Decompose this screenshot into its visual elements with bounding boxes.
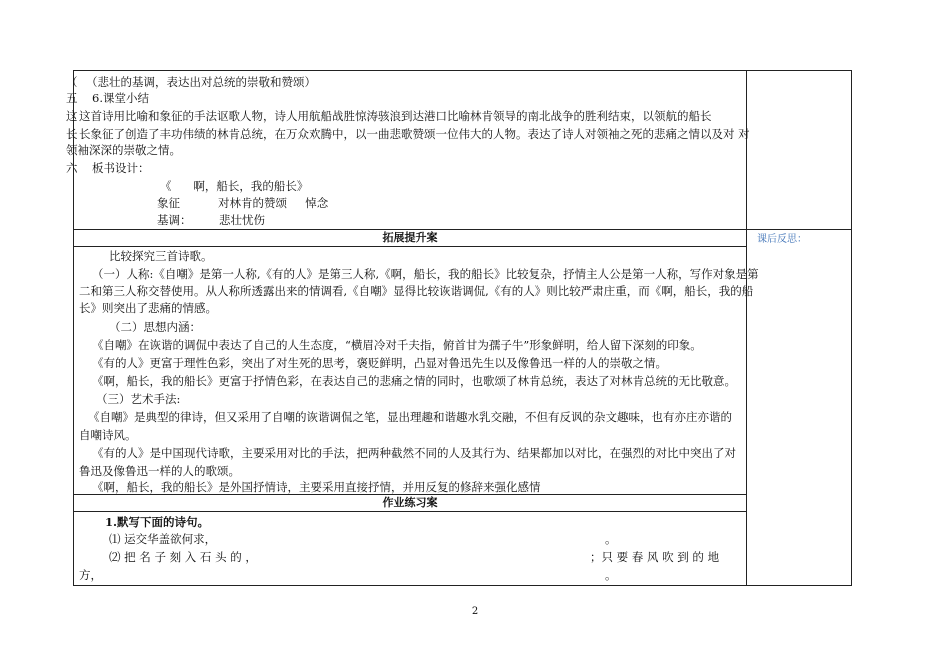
reflection-column [747,70,852,586]
lesson-summary-heading: 6.课堂小结 [92,91,149,105]
board-tone-value: 悲壮忧伤 [219,213,265,227]
extension-line: 《有的人》是中国现代诗歌，主要采用对比的手法，把两种截然不同的人及其行为、结果都加以对比，在强烈的对比中突出了对 [92,446,736,460]
row-divider-homework-header [73,511,747,512]
extension-header: 拓展提升案 [382,231,438,244]
extension-line: 《啊，船长，我的船长》是外国抒情诗，主要采用直接抒情，并用反复的修辞来强化感情 [92,480,541,494]
homework-item-2c: 方， [79,568,102,582]
homework-header: 作业练习案 [382,496,438,509]
page-number: 2 [471,606,479,617]
homework-item-2b: ；只 要 春 风 吹 到 的 地 [590,550,720,564]
homework-item-1: ⑴ 运交华盖欲何求， [109,532,217,546]
board-poem-title: 《 啊，船长，我的船长》 [160,179,309,193]
reflection-label: 课后反思： [757,234,807,245]
row-divider-extension-header [73,246,747,247]
extension-line: 《啊，船长，我的船长》更富于抒情色彩，在表达自己的悲痛之情的同时，也歌颂了林肯总统，表达了对林肯总统的无比敬意。 [92,374,736,388]
extension-line: 《自嘲》是典型的律诗，但又采用了自嘲的诙谐调侃之笔，显出理趣和谐趣水乳交融，不但有反讽的杂文趣味，也有亦庄亦谐的 [88,410,732,424]
homework-item-2-end: 。 [605,568,617,582]
marker-paren: （ [66,75,78,89]
board-symbol-value: 对林肯的赞颂 悼念 [218,196,329,210]
extension-line: （二）思想内涵： [109,320,201,334]
extension-line: 《有的人》更富于理性色彩，突出了对生死的思考，褒贬鲜明，凸显对鲁迅先生以及像鲁迅一样的人的崇敬之情。 [92,356,667,370]
homework-item-2a: ⑵ 把 名 子 刻 入 石 头 的 ， [109,550,257,564]
summary-line-2: 长象征了创造了丰功伟绩的林肯总统，在万众欢腾中，以一曲悲歌赞颂一位伟大的人物。表达了诗人对领袖之死的悲痛之情以及对 对 [79,127,750,141]
extension-line: 长》则突出了悲痛的情感。 [79,301,217,315]
board-tone-label: 基调： [157,213,192,227]
summary-line-3: 领袖深深的崇敬之情。 [66,143,181,157]
marker-six: 六 [66,161,78,175]
summary-line-1: 这首诗用比喻和象征的手法讴歌人物，诗人用航船战胜惊涛骇浪到达港口比喻林肯领导的南北战争的胜利结束，以领航的船长 [79,109,712,123]
board-design-title: 板书设计： [92,161,150,175]
extension-line: 鲁迅及像鲁迅一样的人的歌颂。 [79,464,240,478]
marker-zhe: 这 [66,109,78,123]
extension-line: （一）人称:《自嘲》是第一人称,《有的人》是第三人称,《啊，船长，我的船长》比较复杂，抒情主人公是第一人称，写作对象是第 [92,267,759,281]
homework-question-1: 1.默写下面的诗句。 [105,515,210,529]
board-symbol-label: 象征 [157,196,180,210]
marker-zhang: 长 [66,127,78,141]
extension-line: 自嘲诗风。 [79,428,137,442]
extension-line: 《自嘲》在诙谐的调侃中表达了自己的人生态度，“横眉冷对千夫指，俯首甘为孺子牛”形象鲜明，给人留下深刻的印象。 [92,338,702,352]
extension-line: （三）艺术手法: [96,392,181,406]
homework-item-1-end: 。 [605,532,617,546]
tone-note: （悲壮的基调，表达出对总统的崇敬和赞颂） [86,75,316,89]
marker-five: 五 [66,91,78,105]
extension-line: 二和第三人称交替使用。从人称所透露出来的情调看,《自嘲》显得比较诙谐调侃,《有的人》则比较严肃庄重，而《啊，船长，我的船 [79,284,754,298]
extension-line: 比较探究三首诗歌。 [109,249,213,263]
